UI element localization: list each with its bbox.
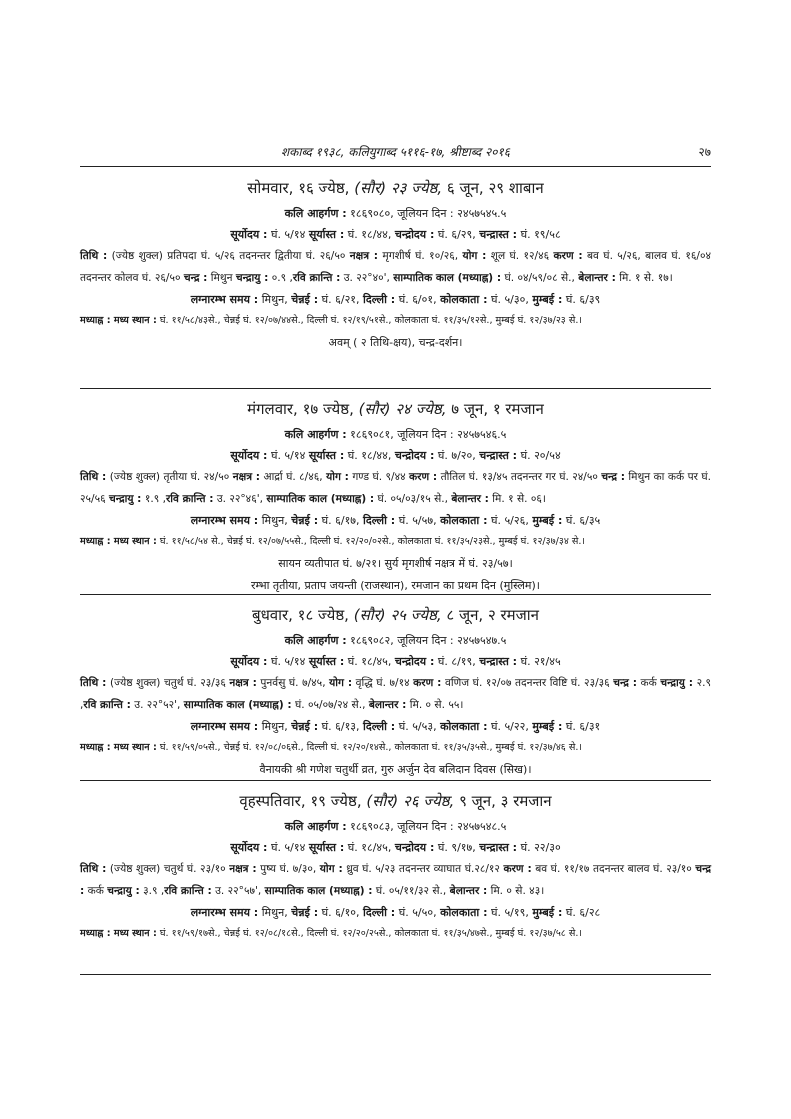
nakshatra-value: पुष्य घं. ७/३०, <box>260 863 317 875</box>
lagna-line <box>80 902 711 923</box>
moonset-label: चन्द्रास्त : <box>479 228 518 241</box>
delhi-label: दिल्ली : <box>363 293 396 306</box>
lagna-label: लग्नारम्भ समय : <box>190 906 259 919</box>
day-entry <box>80 173 711 354</box>
tithi-label: तिथि : <box>80 471 107 483</box>
chennai-value: घं. ६/१७, <box>321 514 360 527</box>
running-title: शकाब्द १९३८, कलियुगाब्द ५११६-१७, श्रीष्टाब्द २०१६ <box>281 145 510 159</box>
day-heading-greg: ६ जून, २९ शाबान <box>446 179 544 197</box>
sunrise-value: घं. ५/१४ <box>270 655 306 668</box>
yoga-label: योग : <box>326 471 349 483</box>
day-heading <box>80 600 711 630</box>
yoga-value: ध्रुव घं. ५/२३ तदनन्तर व्याघात घं.२८/१२ <box>346 863 500 875</box>
ravi-label: रवि क्रान्ति : <box>292 272 341 284</box>
running-header <box>80 141 711 161</box>
extra-note: सायन व्यतीपात घं. ७/२१। सुर्य मृगशीर्ष नक्षत्र में घं. २३/५७। <box>278 557 513 570</box>
ahargan-value: १८६९०८२, जूलियन दिन : २४५७५४७.५ <box>350 634 507 647</box>
moonrise-value: घं. ६/२९, <box>437 228 476 241</box>
day-heading-date: सोमवार, १६ ज्येष्ठ, <box>247 179 350 197</box>
day-heading-date: मंगलवार, १७ ज्येष्ठ, <box>247 400 354 418</box>
delhi-value: घं. ५/५३, <box>398 720 437 733</box>
chandrayu-value: १.९ , <box>144 493 166 505</box>
belantar-value: मि. १ से. ०६। <box>492 493 546 505</box>
delhi-label: दिल्ली : <box>363 514 396 527</box>
nakshatra-value: आर्द्रा घं. ८/४६, <box>263 471 323 483</box>
sampatik-label: साम्पातिक काल (मध्याह्न) : <box>264 885 373 897</box>
tithi-label: तिथि : <box>80 863 107 875</box>
mumbai-label: मुम्बई : <box>532 293 563 306</box>
sampatik-label: साम्पातिक काल (मध्याह्न) : <box>266 493 375 505</box>
lagna-label: लग्नारम्भ समय : <box>190 293 259 306</box>
tithi-label: तिथि : <box>80 250 108 262</box>
sunrise-value: घं. ५/१४ <box>270 449 306 462</box>
ravi-value: उ. २२°४०', <box>343 272 390 284</box>
sunset-value: घं. १८/४४, <box>347 228 392 241</box>
chandra-label: चन्द्र : <box>183 272 208 284</box>
mumbai-value: घं. ६/२८ <box>565 906 601 919</box>
madhyahna-line <box>80 923 711 945</box>
mumbai-label: मुम्बई : <box>532 720 563 733</box>
belantar-label: बेलान्तर : <box>368 699 407 711</box>
chandra-value: मिथुन का कर्क पर घं. २५/५६ <box>80 471 711 505</box>
delhi-label: दिल्ली : <box>363 720 396 733</box>
moonrise-label: चन्द्रोदय : <box>394 228 435 241</box>
sunrise-value: घं. ५/१४ <box>270 841 306 854</box>
belantar-value: मि. ० से. ४३। <box>490 885 545 897</box>
ahargan-value: १८६९०८१, जूलियन दिन : २४५७५४६.५ <box>350 428 507 441</box>
lagna-line <box>80 716 711 737</box>
day-heading <box>80 173 711 203</box>
lagna-label: लग्नारम्भ समय : <box>190 720 259 733</box>
chandrayu-label: चन्द्रायु : <box>108 493 142 505</box>
ahargan-line <box>80 203 711 224</box>
lagna-line <box>80 510 711 531</box>
lagna-label: लग्नारम्भ समय : <box>190 514 259 527</box>
day-divider <box>80 594 711 595</box>
tithi-value: (ज्येष्ठ शुक्ल) चतुर्थ घं. २३/१० <box>109 863 226 875</box>
tithi-value: (ज्येष्ठ शुक्ल) प्रतिपदा घं. ५/२६ तदनन्तर द्वितीया घं. २६/५० <box>111 250 346 262</box>
belantar-label: बेलान्तर : <box>451 493 489 505</box>
yoga-label: योग : <box>329 677 353 689</box>
belantar-value: मि. ० से. ५५। <box>409 699 464 711</box>
ahargan-line <box>80 424 711 445</box>
chennai-value: घं. ६/१३, <box>321 720 360 733</box>
tithi-value: (ज्येष्ठ शुक्ल) चतुर्थ घं. २३/३६ <box>109 677 226 689</box>
moonset-label: चन्द्रास्त : <box>479 655 518 668</box>
chandrayu-value: ०.९ , <box>271 272 293 284</box>
kolkata-label: कोलकाता : <box>440 720 488 733</box>
yoga-label: योग : <box>319 863 343 875</box>
festival-note: वैनायकी श्री गणेश चतुर्थी व्रत, गुरु अर्जुन देव बलिदान दिवस (सिख)। <box>259 763 532 776</box>
day-heading <box>80 394 711 424</box>
moonset-label: चन्द्रास्त : <box>479 449 518 462</box>
sun-moon-line <box>80 837 711 858</box>
moonset-value: घं. २०/५४ <box>520 449 561 462</box>
belantar-label: बेलान्तर : <box>578 272 616 284</box>
lagna-value: मिथुन, <box>261 293 288 306</box>
chandrayu-value: २.९ , <box>80 677 711 711</box>
nakshatra-label: नक्षत्र : <box>229 863 257 875</box>
nakshatra-label: नक्षत्र : <box>229 677 257 689</box>
chennai-value: घं. ६/२१, <box>321 293 360 306</box>
moonrise-label: चन्द्रोदय : <box>394 841 435 854</box>
sampatik-value: घं. ०५/०७/२४ से., <box>294 699 366 711</box>
chennai-value: घं. ६/१०, <box>321 906 360 919</box>
karana-value: तौतिल घं. १३/४५ तदनन्तर गर घं. २४/५० <box>440 471 598 483</box>
karana-value: वणिज घं. १२/०७ तदनन्तर विष्टि घं. २३/३६ <box>444 677 610 689</box>
sampatik-label: साम्पातिक काल (मध्याह्न) : <box>393 272 502 284</box>
sunset-label: सूर्यास्त : <box>308 841 345 854</box>
chandra-value: मिथुन <box>210 272 233 284</box>
sunrise-label: सूर्योदय : <box>230 841 268 854</box>
chandra-value: कर्क <box>87 885 104 897</box>
nakshatra-value: मृगशीर्ष घं. १०/२६, <box>382 250 459 262</box>
mumbai-value: घं. ६/३१ <box>565 720 601 733</box>
day-heading-date: वृहस्पतिवार, १९ ज्येष्ठ, <box>239 792 362 810</box>
ravi-label: रवि क्रान्ति : <box>83 699 131 711</box>
day-heading-saur: (सौर) २६ ज्येष्ठ, <box>366 792 455 810</box>
day-heading-saur: (सौर) २४ ज्येष्ठ, <box>358 400 447 418</box>
moonset-value: घं. २२/३० <box>520 841 561 854</box>
chandrayu-value: ३.९ , <box>143 885 165 897</box>
day-heading-greg: ७ जून, १ रमजान <box>451 400 544 418</box>
ravi-value: उ. २२°५७', <box>215 885 262 897</box>
chennai-label: चेन्नई : <box>291 720 319 733</box>
madhyahna-value: घं. ११/५८/४३से., चेन्नई घं. १२/०७/४४से., दिल्ली घं. १२/१९/५१से., कोलकाता घं. ११/३५/१२से., मुम्बई घं. १२/३७/२३ से.। <box>159 315 583 326</box>
tithi-value: (ज्येष्ठ शुक्ल) तृतीया घं. २४/५० <box>109 471 230 483</box>
lagna-value: मिथुन, <box>261 720 288 733</box>
moonset-label: चन्द्रास्त : <box>479 841 518 854</box>
chandra-label: चन्द्र : <box>601 471 625 483</box>
lagna-value: मिथुन, <box>261 514 288 527</box>
festival-note: अवम् ( २ तिथि-क्षय), चन्द्र-दर्शन। <box>328 336 463 349</box>
ahargan-line <box>80 816 711 837</box>
day-heading-saur: (सौर) २३ ज्येष्ठ, <box>354 179 443 197</box>
ahargan-label: कलि आहर्गण : <box>284 207 347 220</box>
day-heading <box>80 786 711 816</box>
ravi-label: रवि क्रान्ति : <box>165 493 214 505</box>
ahargan-label: कलि आहर्गण : <box>284 634 347 647</box>
lagna-line <box>80 289 711 310</box>
madhyahna-line <box>80 737 711 759</box>
day-heading-greg: ९ जून, ३ रमजान <box>459 792 552 810</box>
ahargan-value: १८६९०८०, जूलियन दिन : २४५७५४५.५ <box>350 207 507 220</box>
nakshatra-label: नक्षत्र : <box>349 250 379 262</box>
delhi-label: दिल्ली : <box>363 906 396 919</box>
belantar-value: मि. १ से. १७। <box>619 272 673 284</box>
sun-moon-line <box>80 224 711 245</box>
chandrayu-label: चन्द्रायु : <box>107 885 140 897</box>
sunrise-label: सूर्योदय : <box>230 228 268 241</box>
madhyahna-value: घं. ११/५९/०५से., चेन्नई घं. १२/०८/०६से., दिल्ली घं. १२/२०/१४से., कोलकाता घं. ११/३५/३५से., मुम्बई घं. १२/३७/४६ से.। <box>159 742 583 753</box>
ahargan-label: कलि आहर्गण : <box>284 820 347 833</box>
moonset-value: घं. १९/५८ <box>520 228 561 241</box>
day-divider <box>80 388 711 389</box>
panchang-paragraph <box>80 466 711 510</box>
delhi-value: घं. ६/०१, <box>398 293 437 306</box>
day-divider <box>80 780 711 781</box>
kolkata-value: घं. ५/३०, <box>490 293 529 306</box>
sampatik-value: घं. ०४/५९/०८ से., <box>504 272 575 284</box>
sunrise-label: सूर्योदय : <box>230 655 268 668</box>
kolkata-value: घं. ५/२६, <box>490 514 529 527</box>
moonrise-label: चन्द्रोदय : <box>394 449 435 462</box>
page-number: २७ <box>698 145 711 159</box>
sunset-value: घं. १८/४४, <box>347 449 392 462</box>
day-entry <box>80 600 711 781</box>
ravi-value: उ. २२°४६', <box>216 493 263 505</box>
sunset-label: सूर्यास्त : <box>308 228 345 241</box>
madhyahna-label: मध्याह्न : मध्य स्थान : <box>80 536 157 547</box>
sun-moon-line <box>80 445 711 466</box>
ravi-label: रवि क्रान्ति : <box>164 885 212 897</box>
day-entry <box>80 786 711 945</box>
panchang-paragraph <box>80 858 711 902</box>
karana-label: करण : <box>413 677 442 689</box>
moonrise-label: चन्द्रोदय : <box>394 655 435 668</box>
chennai-label: चेन्नई : <box>291 514 319 527</box>
day-heading-saur: (सौर) २५ ज्येष्ठ, <box>353 606 442 624</box>
delhi-value: घं. ५/५७, <box>398 514 437 527</box>
panchang-paragraph <box>80 672 711 716</box>
panchang-paragraph <box>80 245 711 289</box>
chennai-label: चेन्नई : <box>291 293 319 306</box>
madhyahna-label: मध्याह्न : मध्य स्थान : <box>80 928 157 939</box>
sampatik-value: घं. ०५/०३/१५ से., <box>377 493 448 505</box>
chandrayu-label: चन्द्रायु : <box>235 272 269 284</box>
karana-label: करण : <box>409 471 438 483</box>
sampatik-value: घं. ०५/११/३२ से., <box>375 885 447 897</box>
sunrise-label: सूर्योदय : <box>230 449 268 462</box>
madhyahna-value: घं. ११/५९/१७से., चेन्नई घं. १२/०८/१८से., दिल्ली घं. १२/२०/२५से., कोलकाता घं. ११/३५/४७से., मुम्बई घं. १२/३७/५८ से.। <box>159 928 583 939</box>
moonset-value: घं. २१/४५ <box>520 655 561 668</box>
yoga-label: योग : <box>462 250 487 262</box>
kolkata-label: कोलकाता : <box>440 514 488 527</box>
ahargan-value: १८६९०८३, जूलियन दिन : २४५७५४८.५ <box>350 820 507 833</box>
kolkata-label: कोलकाता : <box>440 906 488 919</box>
sunset-value: घं. १८/४५, <box>347 655 392 668</box>
tithi-label: तिथि : <box>80 677 107 689</box>
ahargan-line <box>80 630 711 651</box>
yoga-value: वृद्धि घं. ७/१४ <box>355 677 410 689</box>
mumbai-value: घं. ६/३९ <box>565 293 601 306</box>
madhyahna-line <box>80 310 711 332</box>
chandra-label: चन्द्र : <box>80 863 711 897</box>
day-entry <box>80 394 711 597</box>
festival-note: रम्भा तृतीया, प्रताप जयन्ती (राजस्थान), रमजान का प्रथम दिन (मुस्लिम)। <box>251 579 540 592</box>
sunset-label: सूर्यास्त : <box>308 655 345 668</box>
mumbai-label: मुम्बई : <box>532 906 563 919</box>
chandra-label: चन्द्र : <box>613 677 637 689</box>
karana-label: करण : <box>503 863 532 875</box>
chandra-value: कर्क <box>640 677 657 689</box>
ahargan-label: कलि आहर्गण : <box>284 428 347 441</box>
yoga-value: शूल घं. १२/४६ <box>490 250 550 262</box>
day-heading-greg: ८ जून, २ रमजान <box>446 606 539 624</box>
page-end-rule <box>80 974 711 975</box>
moonrise-value: घं. ९/१७, <box>437 841 476 854</box>
moonrise-value: घं. ८/१९, <box>437 655 476 668</box>
madhyahna-line <box>80 531 711 553</box>
mumbai-label: मुम्बई : <box>532 514 563 527</box>
mumbai-value: घं. ६/३५ <box>565 514 601 527</box>
chandrayu-label: चन्द्रायु : <box>660 677 694 689</box>
yoga-value: गण्ड घं. ९/४४ <box>352 471 406 483</box>
sunset-value: घं. १८/४५, <box>347 841 392 854</box>
chennai-label: चेन्नई : <box>291 906 319 919</box>
karana-label: करण : <box>553 250 583 262</box>
madhyahna-label: मध्याह्न : मध्य स्थान : <box>80 315 157 326</box>
nakshatra-value: पुनर्वसु घं. ७/४५, <box>260 677 326 689</box>
kolkata-label: कोलकाता : <box>440 293 488 306</box>
karana-value: बव घं. ५/२६, बालव घं. १६/०४ तदनन्तर कोलव घं. २६/५० <box>80 250 712 284</box>
kolkata-value: घं. ५/१९, <box>490 906 529 919</box>
header-rule <box>80 166 711 167</box>
sunrise-value: घं. ५/१४ <box>270 228 306 241</box>
delhi-value: घं. ५/५०, <box>398 906 437 919</box>
sunset-label: सूर्यास्त : <box>308 449 345 462</box>
moonrise-value: घं. ७/२०, <box>437 449 476 462</box>
ravi-value: उ. २२°५२', <box>134 699 181 711</box>
day-heading-date: बुधवार, १८ ज्येष्ठ, <box>252 606 349 624</box>
karana-value: बव घं. ११/१७ तदनन्तर बालव घं. २३/१० <box>535 863 692 875</box>
sampatik-label: साम्पातिक काल (मध्याह्न) : <box>183 699 292 711</box>
belantar-label: बेलान्तर : <box>449 885 488 897</box>
madhyahna-label: मध्याह्न : मध्य स्थान : <box>80 742 157 753</box>
sun-moon-line <box>80 651 711 672</box>
nakshatra-label: नक्षत्र : <box>232 471 261 483</box>
madhyahna-value: घं. ११/५८/५४ से., चेन्नई घं. १२/०७/५५से., दिल्ली घं. १२/२०/०२से., कोलकाता घं. ११/३५/२३से., मुम्बई घं. १२/३७/३४ से.। <box>159 536 586 547</box>
kolkata-value: घं. ५/२२, <box>490 720 529 733</box>
lagna-value: मिथुन, <box>261 906 288 919</box>
